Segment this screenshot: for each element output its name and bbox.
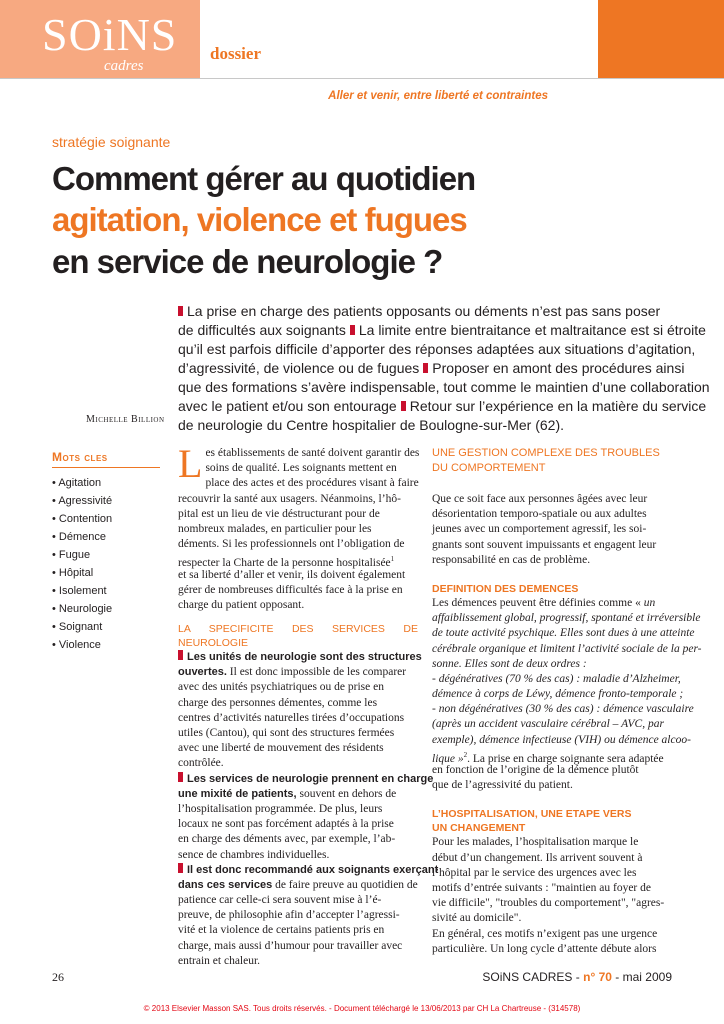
article-author: Michelle Billion bbox=[86, 414, 165, 425]
keywords-box bbox=[52, 450, 160, 654]
subheading-definition: DEFINITION DES DEMENCES bbox=[432, 582, 579, 595]
drop-cap: L bbox=[178, 441, 203, 486]
footnote-ref: 1 bbox=[390, 555, 395, 564]
subheading-specificite: LA SPECIFICITE DES SERVICES DE NEUROLOGIE bbox=[178, 623, 418, 650]
article-title-line-1: Comment gérer au quotidien bbox=[52, 160, 476, 197]
subheading-gestion-line-1: UNE GESTION COMPLEXE DES TROUBLES bbox=[432, 447, 660, 459]
bullet-square-icon bbox=[178, 863, 183, 873]
subheading-hospitalisation-line-2: UN CHANGEMENT bbox=[432, 822, 526, 835]
keyword-item: • Isolement bbox=[52, 585, 107, 597]
keyword-item: • Soignant bbox=[52, 621, 103, 633]
subheading-hospitalisation-line-1: L’HOSPITALISATION, UNE ETAPE VERS bbox=[432, 808, 632, 821]
copyright-notice: © 2013 Elsevier Masson SAS. Tous droits réservés. - Document téléchargé le 13/06/2013 par CH La Chartreuse - (314578) bbox=[143, 1004, 581, 1013]
keyword-item: • Agitation bbox=[52, 477, 102, 489]
keyword-item: • Fugue bbox=[52, 549, 91, 561]
dossier-label: dossier bbox=[210, 44, 261, 63]
subheading-gestion-line-2: DU COMPORTEMENT bbox=[432, 462, 546, 474]
journal-logo-subtitle: cadres bbox=[104, 58, 144, 74]
header-divider bbox=[0, 78, 724, 79]
page-number: 26 bbox=[52, 970, 64, 984]
article-title-line-3: en service de neurologie ? bbox=[52, 243, 443, 280]
bullet-square-icon bbox=[350, 325, 355, 335]
body-column-1: L es établissements de santé doivent garantir des soins de qualité. Les soignants mettent en place des actes et des procédures visant à faire recouvrir la santé aux usagers. Néanmoins, l’hô- pital est un lieu de vie déstructurant pour de nombreux malades, en particulier pour les déments. Si les professionnels ont l’obligation de respecter la Charte de la personne hospitalisée$^1$ et sa liberté d’aller et venir, ils doivent également gérer de nombreuses difficultés face à la prise en charge du patient opposant. LA SPECIFICITE DES SERVICES DE NEUROLOGIE Les unités de neurologie sont des structures ouvertes. Il est donc impossible de les comparer avec des unités psychiatriques ou de prise en charge des personnes démentes, comme les centres d’activités naturelles tirées d’occupations utiles (Cantou), qui sont des structures fermées avec une liberté de mouvement des résidents contrôlée. Les services de neurologie prennent en charge une mixité de patients, souvent en dehors de l’hospitalisation programmée. De plus, leurs locaux ne sont pas forcément adaptés à la prise en charge des déments avec, par exemple, l’ab- sence de chambres individuelles. Il est donc recommandé aux soignants exerçant dans ces services de faire preuve au quotidien de patience car celle-ci sera souvent mise à l’é- preuve, de philosophie afin d’accepter l’agressi- vité et la violence de certains patients pris en charge, mais aussi d’humour pour travailler avec entrain et chaleur. bbox=[178, 441, 439, 967]
keywords-title: Mots cles bbox=[52, 450, 108, 464]
keyword-item: • Démence bbox=[52, 531, 106, 543]
article-lead: La prise en charge des patients opposants ou déments n’est pas sans poser de difficultés aux soignants La limite entre bientraitance et maltraitance est si étroite qu’il est parfois difficile d’apporter des réponses adaptées aux situations d’agitation, d’agressivité, de violence ou de fugues Proposer en amont des procédures ainsi que des formations s’avère indispensable, tout comme le maintien d’une collaboration avec le patient et/ou son entourage Retour sur l’expérience en la matière du service de neurologie du Centre hospitalier de Boulogne-sur-Mer (62). bbox=[178, 303, 710, 433]
keywords-divider bbox=[52, 467, 160, 468]
bullet-square-icon bbox=[178, 650, 183, 660]
bullet-square-icon bbox=[423, 363, 428, 373]
bullet-square-icon bbox=[401, 401, 406, 411]
journal-logo: SOiNS bbox=[42, 9, 178, 60]
keyword-item: • Violence bbox=[52, 639, 101, 651]
keyword-item: • Contention bbox=[52, 513, 113, 525]
bullet-square-icon bbox=[178, 306, 183, 316]
header-color-band bbox=[598, 0, 724, 78]
body-column-2: UNE GESTION COMPLEXE DES TROUBLES DU COMPORTEMENT Que ce soit face aux personnes âgées avec leur désorientation temporo-spatiale ou aux adultes jeunes avec un comportement agressif, les soi- gnants sont souvent impuissants et engagent leur responsabilité en cas de problème. DEFINITION DES DEMENCES Les démences peuvent être définies comme « un affaiblissement global, progressif, spontané et irréversible de toute activité psychique. Elles sont dues à une atteinte cérébrale organique et limitent l’activité sociale de la per- sonne. Elles sont de deux ordres : - dégénératives (70 % des cas) : maladie d’Alzheimer, démence à corps de Léwy, démence fronto-temporale ; - non dégénératives (30 % des cas) : démence vasculaire (après un accident vasculaire cérébral – AVC, par exemple), démence infectieuse (VIH) ou démence alcoo- lique »$^2$. La prise en charge soignante sera adaptée en fonction de l’origine de la démence plutôt que de l’agressivité du patient. L’HOSPITALISATION, UNE ETAPE VERS UN CHANGEMENT Pour les malades, l’hospitalisation marque le début d’un changement. Ils arrivent souvent à l’hôpital par le service des urgences avec les motifs d’entrée suivants : "maintien au foyer de vie difficile", "troubles du comportement", "agres- sivité au domicile". En général, ces motifs n’exigent pas une urgence particulière. Un long cycle d’attente débute alors bbox=[432, 447, 702, 955]
keywords-list bbox=[52, 474, 160, 654]
section-title: Aller et venir, entre liberté et contraintes bbox=[328, 90, 548, 102]
footer-journal-name: SOiNS CADRES bbox=[482, 970, 573, 984]
footer-date: mai 2009 bbox=[622, 970, 672, 984]
bullet-square-icon bbox=[178, 772, 183, 782]
footnote-ref: 2 bbox=[463, 750, 468, 759]
keyword-item: • Hôpital bbox=[52, 567, 94, 579]
keyword-item: • Neurologie bbox=[52, 603, 113, 615]
footer-journal-info: SOiNS CADRES - n° 70 - mai 2009 bbox=[482, 970, 672, 984]
keyword-item: • Agressivité bbox=[52, 495, 113, 507]
article-title-line-2: agitation, violence et fugues bbox=[52, 201, 467, 238]
footer-issue: n° 70 bbox=[583, 970, 612, 984]
article-kicker: stratégie soignante bbox=[52, 134, 171, 150]
